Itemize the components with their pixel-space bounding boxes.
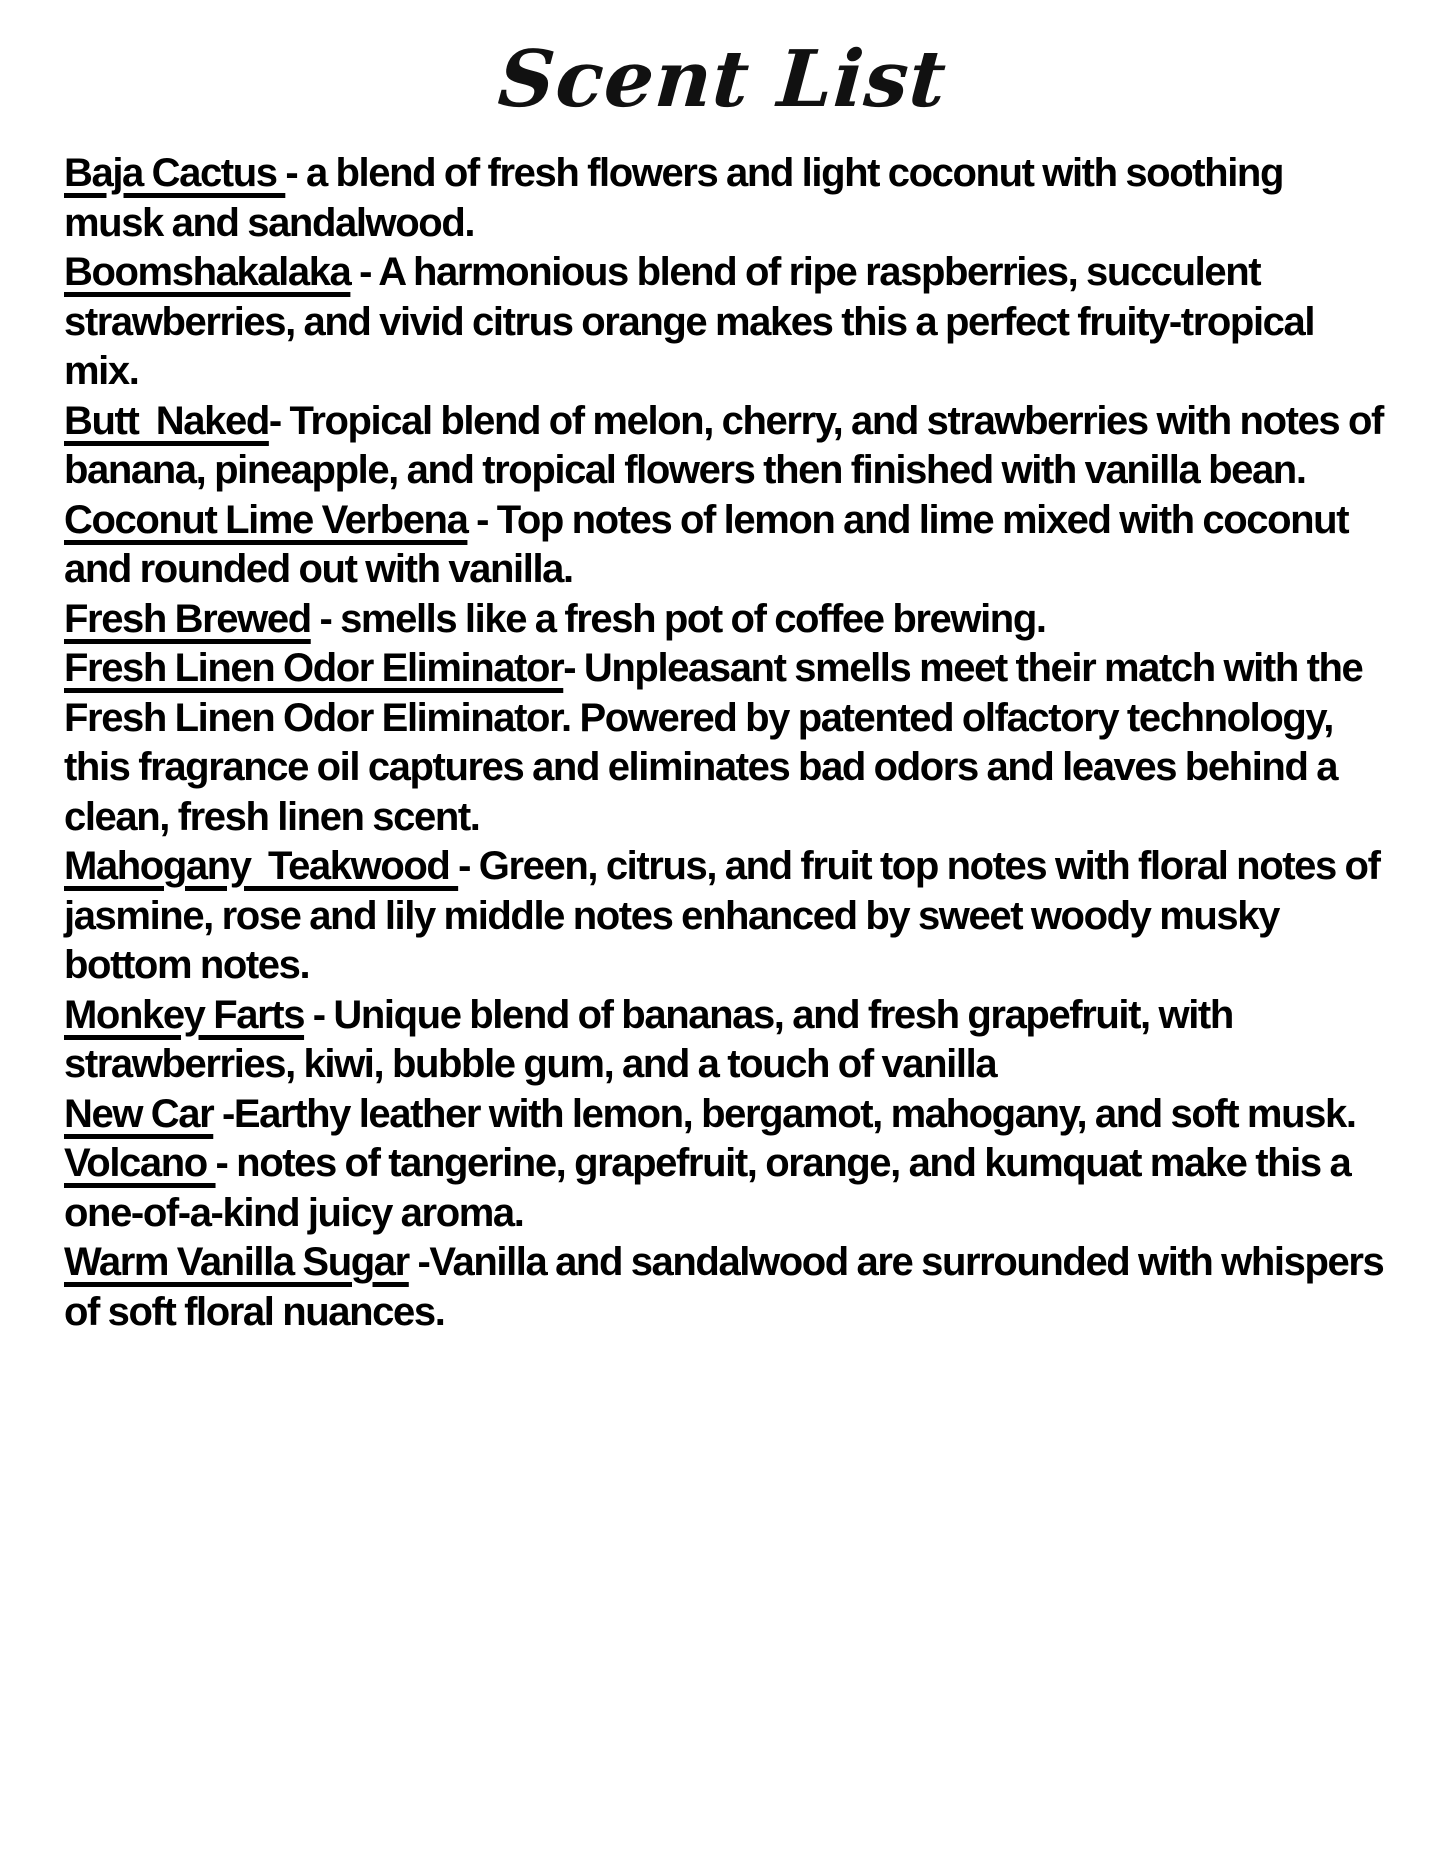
scent-name: Butt Naked xyxy=(64,398,269,443)
scent-description: -Earthy leather with lemon, bergamot, mahogany, and soft musk. xyxy=(213,1091,1356,1136)
scent-list xyxy=(0,149,1445,1337)
scent-entry xyxy=(64,1238,1393,1337)
scent-description: - Unpleasant smells meet their match with the Fresh Linen Odor Eliminator. Powered by patented olfactory technology, this fragrance oil captures and eliminates bad odors and leaves behind a clean, fresh linen scent. xyxy=(64,646,1372,839)
scent-name: Boomshakalaka xyxy=(64,250,351,294)
scent-name: Fresh Brewed xyxy=(64,596,311,641)
scent-entry xyxy=(64,1139,1385,1238)
scent-name: New Car xyxy=(64,1091,214,1136)
scent-entry xyxy=(64,991,1385,1090)
scent-description: -Vanilla and sandalwood are surrounded with whispers of soft floral nuances. xyxy=(64,1240,1393,1334)
scent-description: - Green, citrus, and fruit top notes with floral notes of jasmine, rose and lily middle notes enhanced by sweet woody musky bottom notes. xyxy=(64,844,1389,987)
scent-entry xyxy=(64,397,1392,496)
scent-description: - Tropical blend of melon, cherry, and strawberries with notes of banana, pineapple, and tropical flowers then finished with vanilla bean. xyxy=(64,398,1392,492)
scent-entry xyxy=(64,644,1385,842)
scent-name: Baja Cactus xyxy=(64,151,286,195)
scent-name: Fresh Linen Odor Eliminator xyxy=(64,646,564,690)
scent-description: - a blend of fresh flowers and light coconut with soothing musk and sandalwood. xyxy=(64,151,1292,245)
scent-name: Mahogany Teakwood xyxy=(64,844,459,888)
scent-name: Monkey Farts xyxy=(64,992,305,1037)
scent-description: - smells like a fresh pot of coffee brewing. xyxy=(310,596,1046,641)
scent-entry xyxy=(64,496,1385,595)
scent-entry xyxy=(64,149,1385,248)
scent-description: - Top notes of lemon and lime mixed with coconut and rounded out with vanilla. xyxy=(64,497,1357,591)
scent-entry xyxy=(64,1090,1385,1140)
scent-entry xyxy=(64,595,1385,645)
scent-description: - A harmonious blend of ripe raspberries, succulent strawberries, and vivid citrus orange makes this a perfect fruity-tropical mix. xyxy=(64,250,1323,393)
scent-name: Warm Vanilla Sugar xyxy=(64,1240,409,1284)
page-title: Scent List xyxy=(495,34,950,125)
scent-description: - notes of tangerine, grapefruit, orange, and kumquat make this a one-of-a-kind juicy aroma. xyxy=(64,1141,1360,1235)
scent-entry xyxy=(64,248,1385,397)
scent-name: Volcano xyxy=(64,1141,216,1185)
scent-name: Coconut Lime Verbena xyxy=(64,497,468,542)
scent-description: - Unique blend of bananas, and fresh grapefruit, with strawberries, kiwi, bubble gum, and a touch of vanilla xyxy=(64,992,1242,1086)
scent-entry xyxy=(64,842,1389,991)
